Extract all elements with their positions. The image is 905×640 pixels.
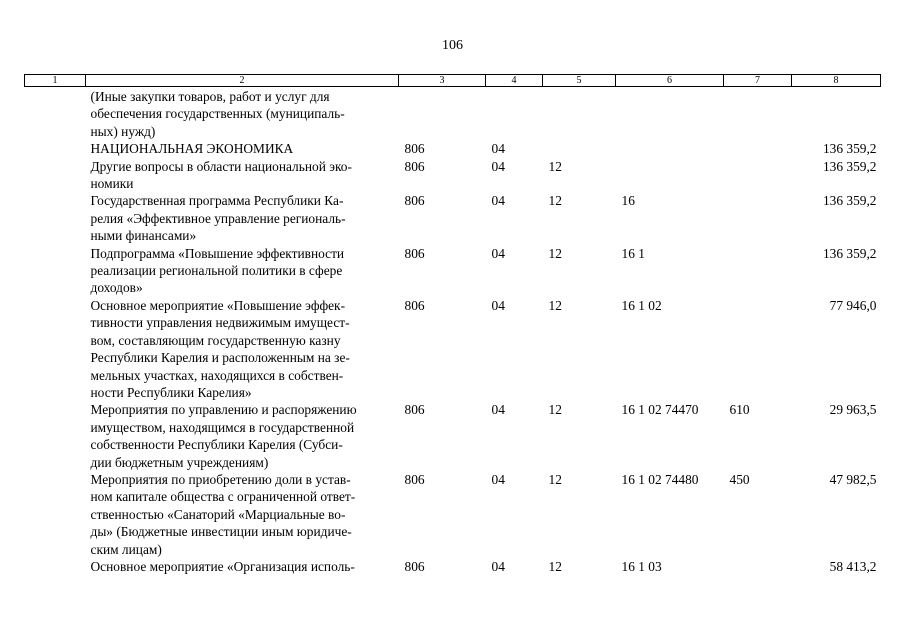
expense-type-cell [724, 558, 792, 575]
target-article-cell: 16 1 02 74480 [621, 471, 699, 487]
item-name-cell: Подпрограмма «Повышение эффективности реализации региональной политики в сфере доходов» [90, 245, 345, 296]
code-cell: 806 [404, 158, 425, 174]
amount-cell [792, 87, 881, 141]
subsection-cell: 12 [548, 402, 562, 418]
target-article-cell: 16 1 [621, 245, 645, 261]
subsection-cell: 12 [548, 158, 562, 174]
page-number: 106 [442, 38, 463, 53]
column-number: 4 [486, 75, 543, 87]
budget-table [24, 74, 881, 575]
subsection-cell: 12 [548, 558, 562, 574]
amount-cell: 29 963,5 [829, 402, 877, 418]
item-name-cell: Основное мероприятие «Повышение эффек- тивности управления недвижимым имущест- вом, составляющим государственную казну Республики Карелия и расположенным на зе- мельных участках, находящихся в собствен- ности Республики Карелия» [90, 297, 350, 400]
section-cell: 04 [491, 245, 505, 261]
row-number-cell [25, 87, 86, 141]
expense-type-cell [724, 87, 792, 141]
table-row [25, 192, 881, 244]
table-row [25, 471, 881, 558]
target-article-cell: 16 [621, 193, 635, 209]
amount-cell: 47 982,5 [829, 471, 877, 487]
table-row [25, 245, 881, 297]
code-cell: 806 [404, 297, 425, 313]
item-name-cell: НАЦИОНАЛЬНАЯ ЭКОНОМИКА [90, 141, 294, 157]
expense-type-cell [724, 192, 792, 244]
column-number: 6 [616, 75, 724, 87]
table-row [25, 87, 881, 141]
column-number: 2 [86, 75, 399, 87]
expense-type-cell: 450 [729, 471, 750, 487]
item-name-cell: Государственная программа Республики Ка- релия «Эффективное управление региональ- ными финансами» [90, 193, 346, 244]
item-name-cell: Мероприятия по управлению и распоряжению имуществом, находящимся в государственной собственности Республики Карелия (Субси- дии бюджетным учреждениям) [90, 402, 357, 470]
column-number: 8 [792, 75, 881, 87]
amount-cell: 136 359,2 [822, 193, 877, 209]
section-cell [486, 87, 543, 141]
target-article-cell: 16 1 03 [621, 558, 662, 574]
column-number: 5 [543, 75, 616, 87]
table-row [25, 401, 881, 471]
section-cell: 04 [491, 141, 505, 157]
column-number: 7 [724, 75, 792, 87]
table-row [25, 558, 881, 575]
code-cell: 806 [404, 402, 425, 418]
row-number-cell [25, 558, 86, 575]
section-cell: 04 [491, 402, 505, 418]
expense-type-cell [724, 158, 792, 193]
expense-type-cell [724, 140, 792, 157]
expense-type-cell [724, 245, 792, 297]
row-number-cell [25, 158, 86, 193]
subsection-cell: 12 [548, 245, 562, 261]
section-cell: 04 [491, 193, 505, 209]
code-cell: 806 [404, 193, 425, 209]
row-number-cell [25, 297, 86, 401]
amount-cell: 77 946,0 [829, 297, 877, 313]
table-row [25, 158, 881, 193]
amount-cell: 136 359,2 [822, 245, 877, 261]
item-name-cell: Основное мероприятие «Организация исполь- [90, 558, 355, 574]
table-row [25, 297, 881, 401]
code-cell: 806 [404, 245, 425, 261]
column-number-header [25, 75, 881, 87]
target-article-cell [616, 158, 724, 193]
code-cell: 806 [404, 141, 425, 157]
row-number-cell [25, 245, 86, 297]
amount-cell: 136 359,2 [822, 158, 877, 174]
section-cell: 04 [491, 297, 505, 313]
target-article-cell: 16 1 02 [621, 297, 662, 313]
expense-type-cell [724, 297, 792, 401]
amount-cell: 58 413,2 [829, 558, 877, 574]
subsection-cell: 12 [548, 193, 562, 209]
table-row [25, 140, 881, 157]
subsection-cell [543, 140, 616, 157]
code-cell: 806 [404, 471, 425, 487]
section-cell: 04 [491, 558, 505, 574]
item-name-cell: Другие вопросы в области национальной эко- номики [90, 158, 352, 192]
item-name-cell: Мероприятия по приобретению доли в устав- ном капитале общества с ограниченной ответ- ственностью «Санаторий «Марциальные во- ды» (Бюджетные инвестиции иным юридиче- ским лицам) [90, 471, 356, 557]
expense-type-cell: 610 [729, 402, 750, 418]
column-number: 1 [25, 75, 86, 87]
row-number-cell [25, 192, 86, 244]
amount-cell: 136 359,2 [822, 141, 877, 157]
item-name-cell: (Иные закупки товаров, работ и услуг для обеспечения государственных (муниципаль- ных) нужд) [90, 89, 345, 139]
subsection-cell: 12 [548, 471, 562, 487]
row-number-cell [25, 140, 86, 157]
row-number-cell [25, 471, 86, 558]
subsection-cell [543, 87, 616, 141]
target-article-cell [616, 140, 724, 157]
row-number-cell [25, 401, 86, 471]
section-cell: 04 [491, 471, 505, 487]
column-number: 3 [399, 75, 486, 87]
code-cell [399, 87, 486, 141]
code-cell: 806 [404, 558, 425, 574]
target-article-cell: 16 1 02 74470 [621, 402, 699, 418]
section-cell: 04 [491, 158, 505, 174]
subsection-cell: 12 [548, 297, 562, 313]
target-article-cell [616, 87, 724, 141]
